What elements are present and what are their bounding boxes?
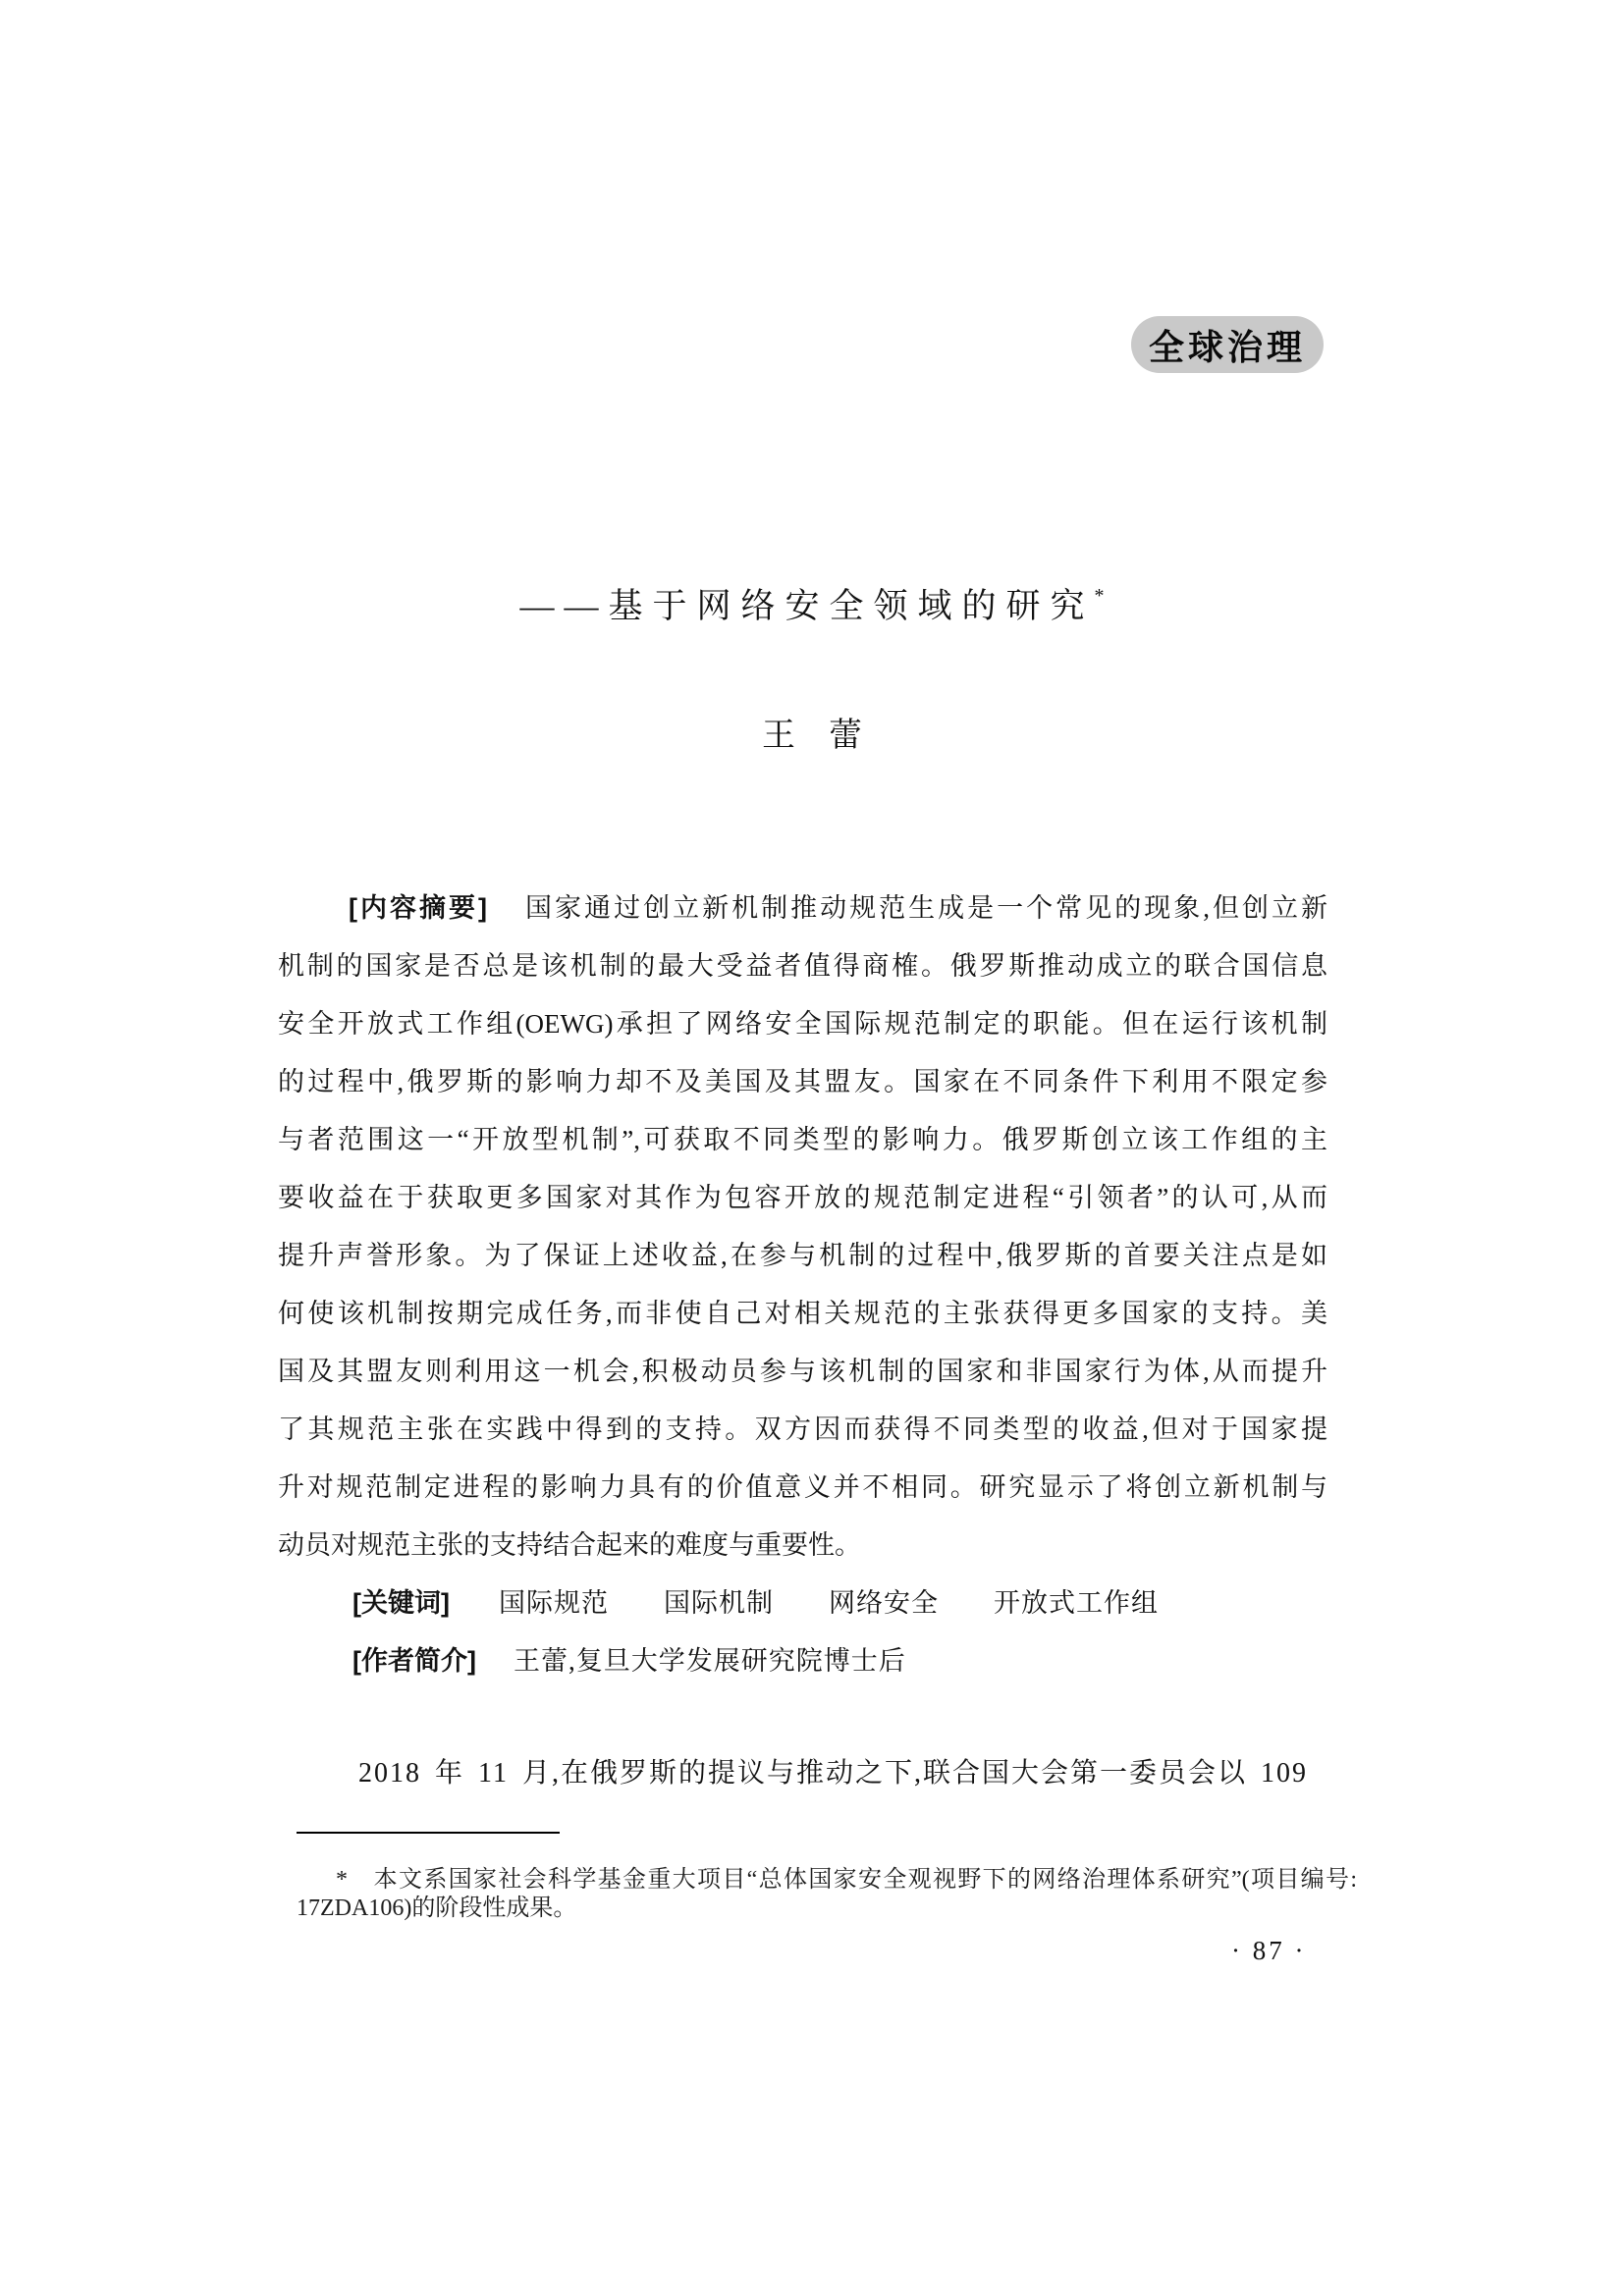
text-line: 了其规范主张在实践中得到的支持。双方因而获得不同类型的收益,但对于国家提 xyxy=(278,1415,1327,1444)
text-line: 提升声誉形象。为了保证上述收益,在参与机制的过程中,俄罗斯的首要关注点是如 xyxy=(278,1241,1327,1270)
body-first-paragraph: 2018 年 11 月,在俄罗斯的提议与推动之下,联合国大会第一委员会以 109 xyxy=(358,1758,1308,1789)
abstract-last-line: 动员对规范主张的支持结合起来的难度与重要性。 xyxy=(278,1530,861,1560)
footnote-separator-rule xyxy=(297,1832,560,1834)
abstract-first-line xyxy=(278,880,1327,937)
text-line: 何使该机制按期完成任务,而非使自己对相关规范的主张获得更多国家的支持。美 xyxy=(278,1299,1327,1328)
text-line: 要收益在于获取更多国家对其作为包容开放的规范制定进程“引领者”的认可,从而 xyxy=(278,1183,1327,1212)
keywords-line xyxy=(278,1575,1327,1632)
text-line: 机制的国家是否总是该机制的最大受益者值得商榷。俄罗斯推动成立的联合国信息 xyxy=(278,951,1327,981)
footnote xyxy=(297,1866,1357,1923)
author-bio-text: 王蕾,复旦大学发展研究院博士后 xyxy=(513,1646,906,1676)
text-line: 17ZDA106)的阶段性成果。 xyxy=(297,1896,577,1921)
text-line: 国及其盟友则利用这一机会,积极动员参与该机制的国家和非国家行为体,从而提升 xyxy=(278,1357,1327,1386)
text-line: 安全开放式工作组(OEWG)承担了网络安全国际规范制定的职能。但在运行该机制 xyxy=(278,1009,1327,1039)
footnote-marker: * xyxy=(1094,585,1105,607)
text-line: * 本文系国家社会科学基金重大项目“总体国家安全观视野下的网络治理体系研究”(项目编号: xyxy=(336,1867,1357,1893)
text-line: 升对规范制定进程的影响力具有的价值意义并不相同。研究显示了将创立新机制与 xyxy=(278,1472,1327,1502)
author-bio-line xyxy=(278,1632,1327,1690)
abstract-label: [内容摘要] xyxy=(349,893,488,923)
text-line: 与者范围这一“开放型机制”,可获取不同类型的影响力。俄罗斯创立该工作组的主 xyxy=(278,1125,1327,1154)
author-bio-label: [作者简介] xyxy=(352,1646,476,1676)
article-author: 王 蕾 xyxy=(762,718,862,754)
abstract-section xyxy=(278,880,1327,1690)
category-badge: 全球治理 xyxy=(1131,316,1324,373)
subtitle-text: ——基于网络安全领域的研究 xyxy=(519,587,1095,625)
page-number: · 87 · xyxy=(1231,1936,1307,1965)
abstract-first-line-text: 国家通过创立新机制推动规范生成是一个常见的现象,但创立新 xyxy=(522,893,1328,923)
keywords-label: [关键词] xyxy=(352,1588,450,1618)
article-subtitle xyxy=(0,579,1624,628)
keywords-list: 国际规范 国际机制 网络安全 开放式工作组 xyxy=(498,1588,1159,1618)
abstract-lines xyxy=(278,937,1327,1517)
text-line: 的过程中,俄罗斯的影响力却不及美国及其盟友。国家在不同条件下利用不限定参 xyxy=(278,1067,1327,1096)
